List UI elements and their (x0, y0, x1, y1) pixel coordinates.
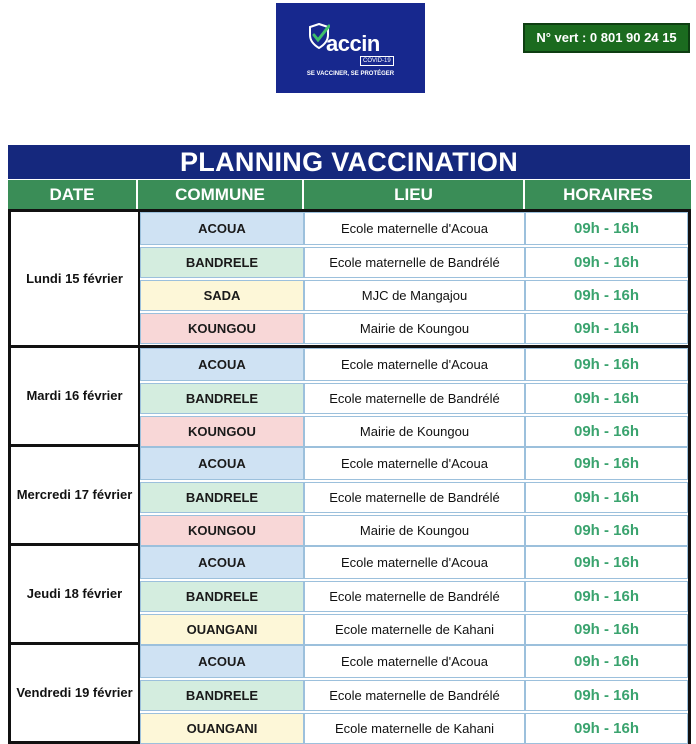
horaires-cell: 09h - 16h (525, 546, 688, 579)
horaires-cell: 09h - 16h (525, 212, 688, 245)
day-group (8, 546, 691, 645)
schedule-table (8, 209, 691, 744)
horaires-cell: 09h - 16h (525, 515, 688, 546)
header-date: DATE (8, 180, 136, 209)
horaires-cell: 09h - 16h (525, 247, 688, 278)
day-group (8, 645, 691, 744)
page-title: PLANNING VACCINATION (8, 145, 690, 179)
horaires-cell: 09h - 16h (525, 280, 688, 311)
table-row (140, 348, 688, 381)
horaires-cell: 09h - 16h (525, 614, 688, 645)
horaires-cell: 09h - 16h (525, 680, 688, 711)
table-row (140, 245, 688, 278)
horaires-cell: 09h - 16h (525, 645, 688, 678)
commune-cell: OUANGANI (140, 713, 304, 744)
lieu-cell: Ecole maternelle d'Acoua (304, 546, 525, 579)
commune-cell: OUANGANI (140, 614, 304, 645)
commune-cell: BANDRELE (140, 581, 304, 612)
table-row (140, 311, 688, 344)
commune-cell: BANDRELE (140, 680, 304, 711)
commune-cell: ACOUA (140, 348, 304, 381)
lieu-cell: Mairie de Koungou (304, 416, 525, 447)
commune-cell: ACOUA (140, 645, 304, 678)
lieu-cell: Ecole maternelle de Bandrélé (304, 581, 525, 612)
commune-cell: KOUNGOU (140, 313, 304, 344)
table-row (140, 546, 688, 579)
date-cell: Mardi 16 février (11, 348, 140, 444)
day-group (8, 447, 691, 546)
lieu-cell: Ecole maternelle de Bandrélé (304, 247, 525, 278)
date-cell: Lundi 15 février (11, 212, 140, 345)
table-row (140, 381, 688, 414)
day-group (8, 212, 691, 348)
lieu-cell: Ecole maternelle de Bandrélé (304, 482, 525, 513)
table-row (140, 480, 688, 513)
lieu-cell: Ecole maternelle de Kahani (304, 614, 525, 645)
commune-cell: BANDRELE (140, 247, 304, 278)
header-horaires: HORAIRES (525, 180, 691, 209)
horaires-cell: 09h - 16h (525, 348, 688, 381)
lieu-cell: Ecole maternelle de Bandrélé (304, 680, 525, 711)
horaires-cell: 09h - 16h (525, 447, 688, 480)
hotline-badge: N° vert : 0 801 90 24 15 (523, 23, 690, 53)
table-row (140, 612, 688, 645)
commune-cell: ACOUA (140, 546, 304, 579)
commune-cell: ACOUA (140, 447, 304, 480)
date-cell: Vendredi 19 février (11, 645, 140, 741)
lieu-cell: Ecole maternelle de Bandrélé (304, 383, 525, 414)
lieu-cell: MJC de Mangajou (304, 280, 525, 311)
table-row (140, 579, 688, 612)
commune-cell: KOUNGOU (140, 416, 304, 447)
horaires-cell: 09h - 16h (525, 313, 688, 344)
commune-cell: ACOUA (140, 212, 304, 245)
table-row (140, 278, 688, 311)
day-group (8, 348, 691, 447)
lieu-cell: Ecole maternelle d'Acoua (304, 447, 525, 480)
horaires-cell: 09h - 16h (525, 581, 688, 612)
lieu-cell: Mairie de Koungou (304, 313, 525, 344)
header-lieu: LIEU (304, 180, 523, 209)
logo-subtitle: COVID-19 (360, 56, 394, 66)
horaires-cell: 09h - 16h (525, 713, 688, 744)
table-row (140, 645, 688, 678)
header-commune: COMMUNE (138, 180, 302, 209)
commune-cell: KOUNGOU (140, 515, 304, 546)
horaires-cell: 09h - 16h (525, 482, 688, 513)
commune-cell: BANDRELE (140, 383, 304, 414)
table-row (140, 711, 688, 744)
logo-tagline: SE VACCINER, SE PROTÉGER (306, 71, 395, 77)
table-row (140, 447, 688, 480)
table-row (140, 513, 688, 546)
horaires-cell: 09h - 16h (525, 383, 688, 414)
horaires-cell: 09h - 16h (525, 416, 688, 447)
logo-word: accin (326, 31, 380, 56)
lieu-cell: Ecole maternelle de Kahani (304, 713, 525, 744)
date-cell: Jeudi 18 février (11, 546, 140, 642)
table-row (140, 212, 688, 245)
table-row (140, 678, 688, 711)
lieu-cell: Ecole maternelle d'Acoua (304, 212, 525, 245)
vaccin-covid-logo (276, 3, 425, 93)
date-cell: Mercredi 17 février (11, 447, 140, 543)
lieu-cell: Ecole maternelle d'Acoua (304, 645, 525, 678)
commune-cell: SADA (140, 280, 304, 311)
commune-cell: BANDRELE (140, 482, 304, 513)
lieu-cell: Ecole maternelle d'Acoua (304, 348, 525, 381)
table-row (140, 414, 688, 447)
lieu-cell: Mairie de Koungou (304, 515, 525, 546)
